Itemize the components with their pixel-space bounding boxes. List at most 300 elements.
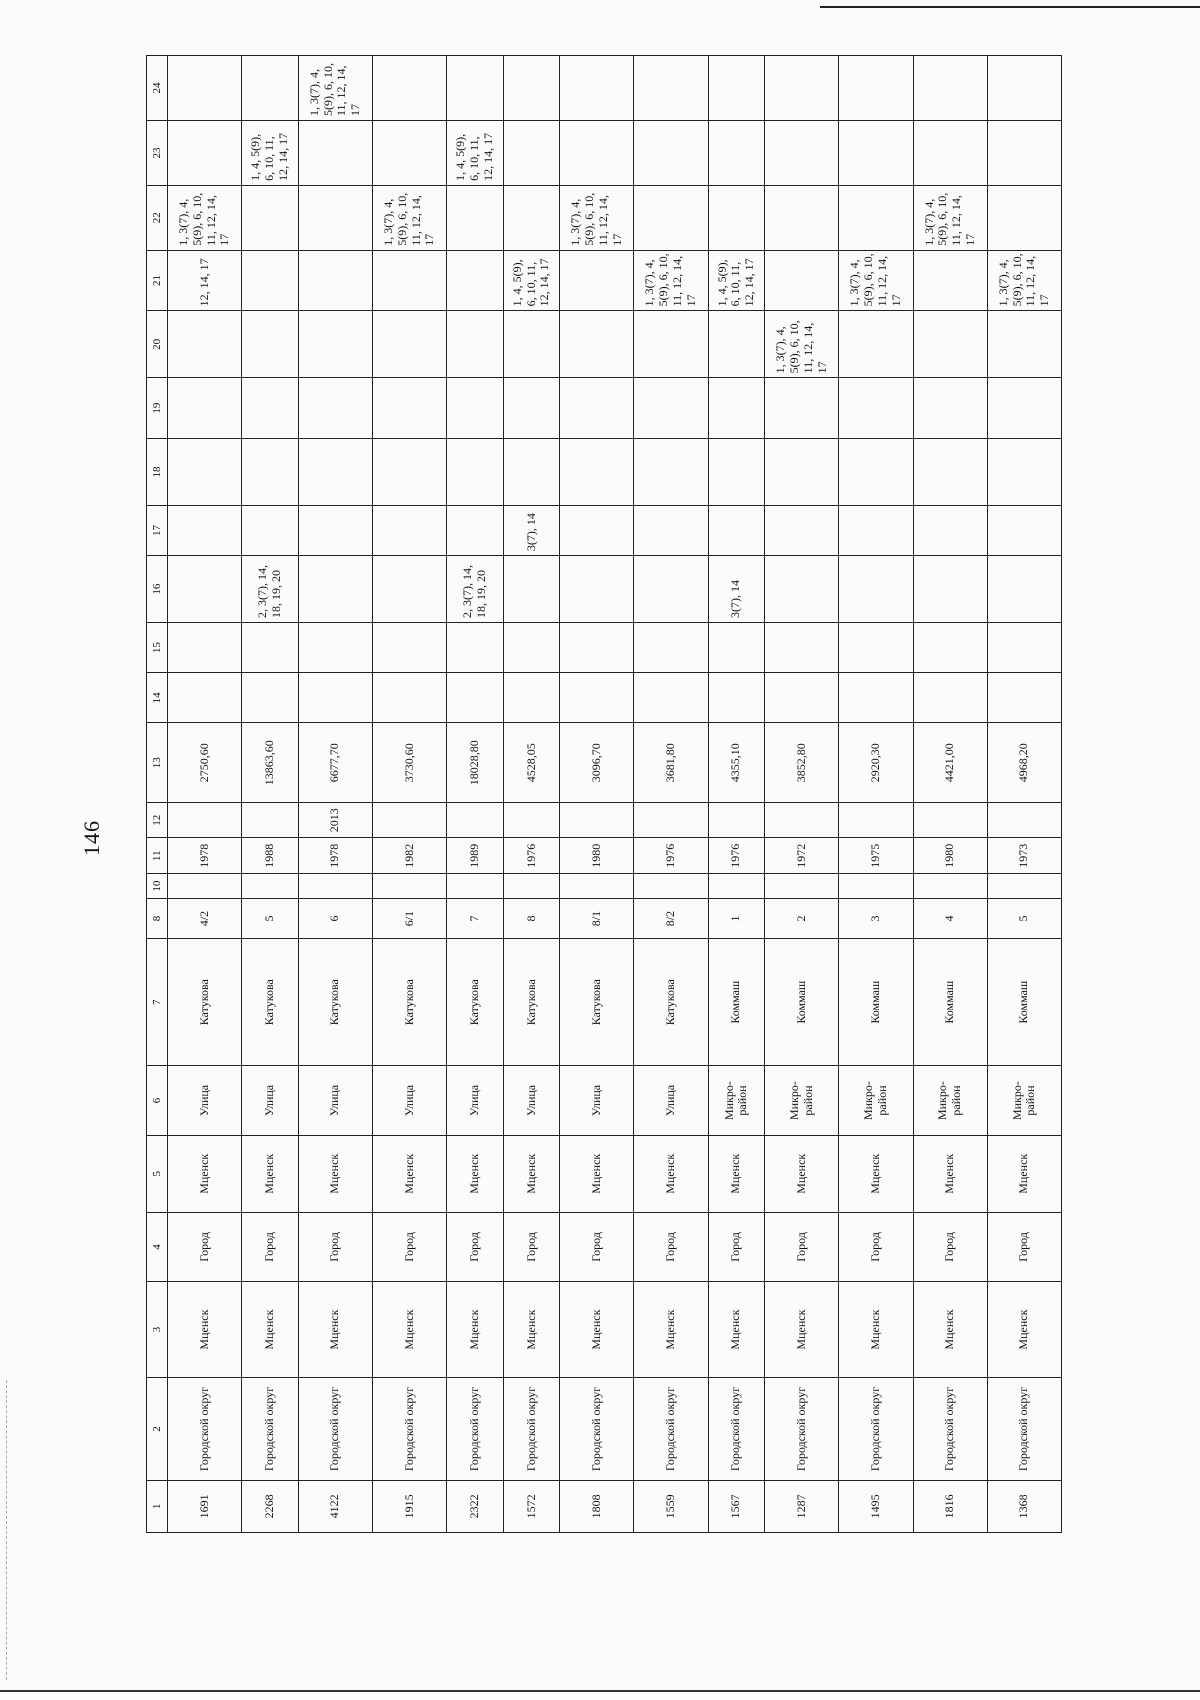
table-row	[634, 56, 708, 1533]
column-header: 15	[147, 623, 168, 673]
table-cell	[913, 250, 987, 311]
table-cell	[447, 56, 504, 121]
table-cell: Мценск	[372, 1135, 446, 1212]
table-cell	[765, 623, 839, 673]
table-cell	[503, 673, 560, 723]
table-cell	[913, 378, 987, 439]
column-header: 7	[147, 938, 168, 1066]
table-cell: 1	[708, 899, 765, 939]
table-cell: 1, 4, 5(9), 6, 10, 11, 12, 14, 17	[503, 250, 560, 311]
table-cell: Микро-район	[708, 1066, 765, 1135]
table-row	[913, 56, 987, 1533]
table-cell: 1980	[913, 838, 987, 874]
table-cell	[298, 556, 372, 623]
table-row	[708, 56, 765, 1533]
table-cell	[708, 802, 765, 838]
table-cell: 2920,30	[839, 723, 913, 802]
table-cell: Улица	[168, 1066, 242, 1135]
table-cell	[372, 802, 446, 838]
table-cell	[708, 505, 765, 555]
table-cell	[708, 56, 765, 121]
table-cell: Город	[242, 1212, 299, 1281]
column-header: 20	[147, 311, 168, 378]
table-cell: Улица	[560, 1066, 634, 1135]
table-cell: 1, 4, 5(9), 6, 10, 11, 12, 14, 17	[708, 250, 765, 311]
table-cell: Город	[839, 1212, 913, 1281]
table-cell	[987, 56, 1061, 121]
table-cell	[242, 250, 299, 311]
table-cell: Мценск	[560, 1135, 634, 1212]
table-cell: Мценск	[447, 1281, 504, 1377]
table-cell	[447, 438, 504, 505]
table-cell	[987, 378, 1061, 439]
table-cell: 1, 4, 5(9), 6, 10, 11, 12, 14, 17	[242, 121, 299, 186]
table-cell: Городской округ	[634, 1378, 708, 1481]
table-cell: 1, 3(7), 4, 5(9), 6, 10, 11, 12, 14, 17	[560, 185, 634, 250]
table-cell	[503, 874, 560, 899]
table-cell	[503, 121, 560, 186]
table-cell: Мценск	[298, 1135, 372, 1212]
table-cell: Городской округ	[372, 1378, 446, 1481]
table-cell	[560, 505, 634, 555]
table-cell: Коммаш	[987, 938, 1061, 1066]
table-cell	[298, 874, 372, 899]
table-cell	[503, 556, 560, 623]
table-cell: Мценск	[503, 1281, 560, 1377]
table-cell: Город	[765, 1212, 839, 1281]
table-cell: 1368	[987, 1480, 1061, 1532]
table-cell	[168, 505, 242, 555]
table-cell	[765, 185, 839, 250]
table-cell	[839, 673, 913, 723]
table-cell: 3852,80	[765, 723, 839, 802]
table-cell	[168, 56, 242, 121]
table-cell	[987, 185, 1061, 250]
table-cell: Городской округ	[560, 1378, 634, 1481]
table-cell: 4968,20	[987, 723, 1061, 802]
table-cell: Мценск	[634, 1281, 708, 1377]
table-cell: Городской округ	[242, 1378, 299, 1481]
table-cell: Улица	[372, 1066, 446, 1135]
table-cell: Мценск	[839, 1281, 913, 1377]
column-header: 21	[147, 250, 168, 311]
table-cell: 3	[839, 899, 913, 939]
table-cell: Город	[560, 1212, 634, 1281]
table-cell: 12, 14, 17	[168, 250, 242, 311]
table-cell: Городской округ	[913, 1378, 987, 1481]
column-header: 13	[147, 723, 168, 802]
table-cell	[765, 673, 839, 723]
column-header: 24	[147, 56, 168, 121]
table-cell	[298, 250, 372, 311]
table-cell	[839, 802, 913, 838]
table-cell	[168, 556, 242, 623]
table-cell	[765, 556, 839, 623]
table-cell	[708, 673, 765, 723]
table-cell	[168, 623, 242, 673]
table-cell	[765, 378, 839, 439]
table-cell: 1988	[242, 838, 299, 874]
table-cell: 3(7), 14	[708, 556, 765, 623]
table-cell	[503, 311, 560, 378]
table-cell: Город	[503, 1212, 560, 1281]
table-cell: Мценск	[503, 1135, 560, 1212]
table-cell	[560, 556, 634, 623]
table-cell	[372, 311, 446, 378]
table-cell: 8/2	[634, 899, 708, 939]
table-cell: Коммаш	[839, 938, 913, 1066]
table-cell	[634, 311, 708, 378]
table-cell: Городской округ	[765, 1378, 839, 1481]
table-cell: 3096,70	[560, 723, 634, 802]
table-cell: 1980	[560, 838, 634, 874]
table-cell: 2750,60	[168, 723, 242, 802]
table-cell: 6	[298, 899, 372, 939]
table-cell	[913, 121, 987, 186]
table-cell	[765, 874, 839, 899]
table-cell	[447, 378, 504, 439]
table-cell: 5	[987, 899, 1061, 939]
table-cell	[560, 673, 634, 723]
table-cell: Микро-район	[913, 1066, 987, 1135]
table-cell: 1, 4, 5(9), 6, 10, 11, 12, 14, 17	[447, 121, 504, 186]
table-cell	[372, 121, 446, 186]
table-cell: 1, 3(7), 4, 5(9), 6, 10, 11, 12, 14, 17	[168, 185, 242, 250]
column-header: 2	[147, 1378, 168, 1481]
table-cell	[503, 623, 560, 673]
table-cell	[987, 673, 1061, 723]
table-cell: Мценск	[634, 1135, 708, 1212]
table-cell: Город	[447, 1212, 504, 1281]
table-cell	[765, 250, 839, 311]
table-cell	[560, 874, 634, 899]
table-cell: 1915	[372, 1480, 446, 1532]
table-cell: Мценск	[168, 1135, 242, 1212]
column-header: 6	[147, 1066, 168, 1135]
table-cell: Мценск	[839, 1135, 913, 1212]
table-row	[987, 56, 1061, 1533]
table-cell: Мценск	[560, 1281, 634, 1377]
table-row	[372, 56, 446, 1533]
table-cell: Катукова	[372, 938, 446, 1066]
table-cell: 2, 3(7), 14, 18, 19, 20	[447, 556, 504, 623]
table-cell	[634, 56, 708, 121]
table-cell: 1495	[839, 1480, 913, 1532]
housing-registry-table	[146, 55, 1062, 1533]
table-cell: 4122	[298, 1480, 372, 1532]
table-cell	[560, 250, 634, 311]
table-cell	[372, 673, 446, 723]
table-cell: 6/1	[372, 899, 446, 939]
table-cell	[987, 505, 1061, 555]
column-header: 11	[147, 838, 168, 874]
table-cell: 4421,00	[913, 723, 987, 802]
table-cell	[839, 311, 913, 378]
table-cell	[447, 250, 504, 311]
table-cell: 5	[242, 899, 299, 939]
table-cell: Микро-район	[987, 1066, 1061, 1135]
table-cell: Мценск	[242, 1281, 299, 1377]
table-cell: Мценск	[913, 1281, 987, 1377]
table-cell	[168, 378, 242, 439]
table-cell: Катукова	[298, 938, 372, 1066]
table-cell: Мценск	[708, 1135, 765, 1212]
table-row	[503, 56, 560, 1533]
table-cell: 1976	[708, 838, 765, 874]
table-cell	[503, 185, 560, 250]
table-cell	[560, 56, 634, 121]
table-cell	[503, 438, 560, 505]
table-cell	[839, 56, 913, 121]
table-cell: 1989	[447, 838, 504, 874]
table-cell: 1973	[987, 838, 1061, 874]
table-cell: 4/2	[168, 899, 242, 939]
table-cell: Катукова	[560, 938, 634, 1066]
table-cell	[372, 378, 446, 439]
table-cell: Городской округ	[987, 1378, 1061, 1481]
table-cell: 3(7), 14	[503, 505, 560, 555]
table-cell: 6677,70	[298, 723, 372, 802]
table-cell	[447, 505, 504, 555]
table-cell	[987, 802, 1061, 838]
table-cell: 1976	[503, 838, 560, 874]
table-cell: 1567	[708, 1480, 765, 1532]
table-cell: 2	[765, 899, 839, 939]
table-cell: 3681,80	[634, 723, 708, 802]
table-cell	[298, 673, 372, 723]
column-header: 18	[147, 438, 168, 505]
table-cell	[913, 556, 987, 623]
table-cell: 1, 3(7), 4, 5(9), 6, 10, 11, 12, 14, 17	[765, 311, 839, 378]
column-header: 10	[147, 874, 168, 899]
table-cell	[765, 505, 839, 555]
table-cell: 1978	[298, 838, 372, 874]
table-cell: Мценск	[987, 1135, 1061, 1212]
table-cell: Мценск	[168, 1281, 242, 1377]
table-cell	[447, 623, 504, 673]
table-cell	[708, 121, 765, 186]
table-cell: 1808	[560, 1480, 634, 1532]
table-cell: Городской округ	[503, 1378, 560, 1481]
table-cell: Микро-район	[839, 1066, 913, 1135]
table-cell	[708, 438, 765, 505]
column-header: 1	[147, 1480, 168, 1532]
table-cell: Микро-район	[765, 1066, 839, 1135]
table-cell: Город	[987, 1212, 1061, 1281]
table-cell	[242, 623, 299, 673]
table-cell: 8/1	[560, 899, 634, 939]
table-cell	[503, 56, 560, 121]
table-cell: Улица	[503, 1066, 560, 1135]
table-cell	[560, 121, 634, 186]
table-cell	[987, 623, 1061, 673]
table-cell: Город	[372, 1212, 446, 1281]
table-cell: Улица	[298, 1066, 372, 1135]
table-cell: 7	[447, 899, 504, 939]
table-cell	[168, 673, 242, 723]
table-cell	[839, 185, 913, 250]
table-cell	[298, 185, 372, 250]
table-cell: 1978	[168, 838, 242, 874]
table-cell: Катукова	[242, 938, 299, 1066]
table-cell: 1, 3(7), 4, 5(9), 6, 10, 11, 12, 14, 17	[634, 250, 708, 311]
table-cell: Мценск	[242, 1135, 299, 1212]
table-cell: 2, 3(7), 14, 18, 19, 20	[242, 556, 299, 623]
table-cell	[839, 438, 913, 505]
table-cell	[913, 802, 987, 838]
table-cell: 1287	[765, 1480, 839, 1532]
table-cell: 2322	[447, 1480, 504, 1532]
table-cell	[168, 874, 242, 899]
table-cell	[987, 438, 1061, 505]
table-cell	[987, 556, 1061, 623]
table-cell	[242, 311, 299, 378]
table-cell	[560, 311, 634, 378]
table-cell	[242, 874, 299, 899]
table-cell: Городской округ	[708, 1378, 765, 1481]
column-header: 4	[147, 1212, 168, 1281]
page-number: 146	[79, 820, 104, 856]
table-cell	[839, 121, 913, 186]
table-cell: Мценск	[447, 1135, 504, 1212]
table-cell	[634, 802, 708, 838]
table-cell	[913, 673, 987, 723]
table-cell	[242, 673, 299, 723]
table-cell: 3730,60	[372, 723, 446, 802]
table-cell	[987, 874, 1061, 899]
table-cell: Город	[298, 1212, 372, 1281]
table-cell	[560, 438, 634, 505]
table-cell: Городской округ	[447, 1378, 504, 1481]
column-header: 5	[147, 1135, 168, 1212]
table-cell	[839, 505, 913, 555]
table-cell: 1972	[765, 838, 839, 874]
table-row	[298, 56, 372, 1533]
table-cell	[913, 505, 987, 555]
table-cell: Город	[168, 1212, 242, 1281]
table-cell: 1975	[839, 838, 913, 874]
table-cell: Коммаш	[708, 938, 765, 1066]
table-cell: 1816	[913, 1480, 987, 1532]
table-cell	[242, 56, 299, 121]
scan-edge-bottom	[0, 1690, 1200, 1692]
table-cell	[987, 311, 1061, 378]
table-cell	[447, 802, 504, 838]
table-cell	[839, 623, 913, 673]
table-cell	[372, 505, 446, 555]
table-cell	[634, 121, 708, 186]
table-cell: Мценск	[765, 1281, 839, 1377]
table-cell: Городской округ	[839, 1378, 913, 1481]
table-cell	[708, 378, 765, 439]
table-cell	[634, 556, 708, 623]
table-cell: Улица	[242, 1066, 299, 1135]
table-cell	[634, 438, 708, 505]
table-cell: Мценск	[372, 1281, 446, 1377]
table-cell: Городской округ	[168, 1378, 242, 1481]
table-cell	[708, 874, 765, 899]
column-header: 23	[147, 121, 168, 186]
table-cell: 4528,05	[503, 723, 560, 802]
column-header: 12	[147, 802, 168, 838]
table-cell	[634, 505, 708, 555]
table-cell	[708, 185, 765, 250]
table-cell	[168, 311, 242, 378]
table-cell: 1, 3(7), 4, 5(9), 6, 10, 11, 12, 14, 17	[298, 56, 372, 121]
table-cell	[447, 185, 504, 250]
table-cell: Мценск	[298, 1281, 372, 1377]
column-header: 17	[147, 505, 168, 555]
table-cell: Катукова	[168, 938, 242, 1066]
table-row	[447, 56, 504, 1533]
table-row	[168, 56, 242, 1533]
table-cell	[242, 185, 299, 250]
table-cell	[634, 623, 708, 673]
table-cell	[503, 378, 560, 439]
table-cell	[634, 185, 708, 250]
table-cell	[447, 874, 504, 899]
table-cell	[708, 623, 765, 673]
column-header: 3	[147, 1281, 168, 1377]
table-cell: 4355,10	[708, 723, 765, 802]
table-cell: Катукова	[634, 938, 708, 1066]
table-cell: Коммаш	[913, 938, 987, 1066]
table-cell: Мценск	[913, 1135, 987, 1212]
table-cell	[839, 378, 913, 439]
table-cell: 1691	[168, 1480, 242, 1532]
table-cell: 1982	[372, 838, 446, 874]
table-cell	[298, 121, 372, 186]
table-cell	[634, 378, 708, 439]
table-cell: 8	[503, 899, 560, 939]
table-cell: 1, 3(7), 4, 5(9), 6, 10, 11, 12, 14, 17	[913, 185, 987, 250]
table-cell	[372, 250, 446, 311]
table-cell	[372, 874, 446, 899]
column-header: 16	[147, 556, 168, 623]
table-cell: 1572	[503, 1480, 560, 1532]
table-cell: Мценск	[708, 1281, 765, 1377]
table-cell	[913, 874, 987, 899]
table-row	[765, 56, 839, 1533]
table-cell: Катукова	[447, 938, 504, 1066]
table-cell	[242, 378, 299, 439]
table-cell: Мценск	[987, 1281, 1061, 1377]
table-row	[839, 56, 913, 1533]
table-row	[242, 56, 299, 1533]
table-cell	[839, 874, 913, 899]
table-cell: Катукова	[503, 938, 560, 1066]
table-cell: Улица	[447, 1066, 504, 1135]
table-cell	[447, 673, 504, 723]
table-cell	[765, 438, 839, 505]
table-body	[168, 56, 1062, 1533]
table-cell: 18028,80	[447, 723, 504, 802]
table-cell	[560, 802, 634, 838]
column-number-row	[147, 56, 168, 1533]
table-cell	[913, 438, 987, 505]
table-cell: 2268	[242, 1480, 299, 1532]
table-cell	[298, 623, 372, 673]
table-cell: Коммаш	[765, 938, 839, 1066]
table-cell	[913, 311, 987, 378]
table-cell: Городской округ	[298, 1378, 372, 1481]
table-cell	[634, 874, 708, 899]
table-cell: 2013	[298, 802, 372, 838]
table-cell	[298, 311, 372, 378]
table-cell: Город	[708, 1212, 765, 1281]
scan-edge-left	[6, 1380, 7, 1680]
table-cell	[913, 56, 987, 121]
